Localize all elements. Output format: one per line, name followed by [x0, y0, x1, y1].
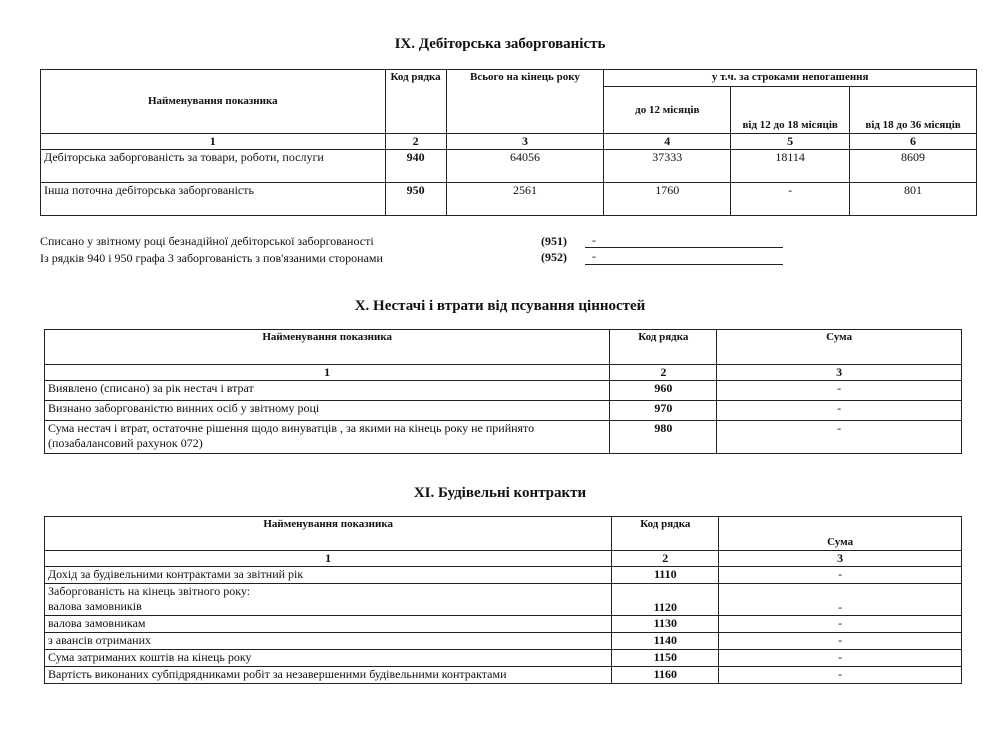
table-row [45, 567, 962, 584]
table-row [45, 616, 962, 633]
row-code: 1160 [612, 667, 719, 684]
row-name: Виявлено (списано) за рік нестач і втрат [45, 381, 610, 401]
col-num: 1 [45, 551, 612, 567]
col-num: 3 [719, 551, 962, 567]
row-term-1: 37333 [604, 150, 731, 183]
table-row [41, 183, 977, 216]
row-term-3: 8609 [850, 150, 977, 183]
note-951-value: - [592, 233, 596, 247]
row-sum: - [719, 616, 962, 633]
section-9-title: IX. Дебіторська заборгованість [394, 36, 606, 52]
row-code: 1120 [612, 584, 719, 616]
row-name-heading: Заборгованість на кінець звітного року: [48, 584, 251, 598]
row-code: 950 [385, 183, 446, 216]
section-11-title: XI. Будівельні контракти [413, 485, 587, 501]
row-name-sub: валова замовників [48, 599, 142, 613]
row-name: з авансів отриманих [45, 633, 612, 650]
row-name: валова замовникам [45, 616, 612, 633]
header-name: Найменування показника [45, 517, 612, 551]
row-name: Визнано заборгованістю винних осіб у звітному році [45, 401, 610, 421]
table-row [45, 584, 962, 616]
note-951-line [585, 247, 783, 248]
col-num: 4 [604, 134, 731, 150]
note-952-label: Із рядків 940 і 950 графа 3 заборгованість з пов'язаними сторонами [40, 251, 383, 265]
header-name: Найменування показника [45, 330, 610, 365]
row-code: 1130 [612, 616, 719, 633]
col-num: 3 [717, 365, 962, 381]
table-row [45, 633, 962, 650]
table-row [45, 667, 962, 684]
row-name: Інша поточна дебіторська заборгованість [41, 183, 386, 216]
header-sum: Сума [719, 517, 962, 551]
table-row [45, 381, 962, 401]
row-code: 1150 [612, 650, 719, 667]
row-sum: - [717, 381, 962, 401]
header-terms: у т.ч. за строками непогашення [604, 70, 977, 87]
header-term-18-36: від 18 до 36 місяців [850, 87, 977, 134]
note-952-value: - [592, 249, 596, 263]
row-name [45, 584, 612, 616]
row-term-3: 801 [850, 183, 977, 216]
note-951-label: Списано у звітному році безнадійної дебіторської заборгованості [40, 234, 374, 248]
header-code: Код рядка [612, 517, 719, 551]
header-total: Всього на кінець року [446, 70, 604, 134]
row-sum: - [719, 633, 962, 650]
row-term-1: 1760 [604, 183, 731, 216]
header-code: Код рядка [610, 330, 717, 365]
row-term-2: 18114 [731, 150, 850, 183]
col-num: 6 [850, 134, 977, 150]
row-sum: - [719, 650, 962, 667]
row-code: 1110 [612, 567, 719, 584]
col-num: 2 [610, 365, 717, 381]
header-sum: Сума [717, 330, 962, 365]
row-code: 980 [610, 421, 717, 454]
shortages-table [44, 329, 962, 454]
table-row [45, 650, 962, 667]
construction-contracts-table [44, 516, 962, 684]
col-num: 5 [731, 134, 850, 150]
row-term-2: - [731, 183, 850, 216]
row-sum: - [719, 567, 962, 584]
col-num: 2 [385, 134, 446, 150]
header-code: Код рядка [385, 70, 446, 134]
col-num: 3 [446, 134, 604, 150]
row-name: Сума нестач і втрат, остаточне рішення щодо винуватців , за якими на кінець року не прийнято (позабалансовий рахунок 072) [45, 421, 610, 454]
note-951-code: (951) [541, 234, 567, 248]
table-row [45, 401, 962, 421]
header-term-12-18: від 12 до 18 місяців [731, 87, 850, 134]
row-sum: - [719, 667, 962, 684]
row-name: Дохід за будівельними контрактами за звітний рік [45, 567, 612, 584]
row-code: 960 [610, 381, 717, 401]
row-code: 1140 [612, 633, 719, 650]
col-num: 1 [41, 134, 386, 150]
col-num: 2 [612, 551, 719, 567]
receivables-table [40, 69, 977, 216]
table-row [41, 150, 977, 183]
row-total: 64056 [446, 150, 604, 183]
row-sum: - [717, 421, 962, 454]
row-name: Сума затриманих коштів на кінець року [45, 650, 612, 667]
row-name: Вартість виконаних субпідрядниками робіт за незавершеними будівельними контрактами [45, 667, 612, 684]
row-total: 2561 [446, 183, 604, 216]
row-sum: - [717, 401, 962, 421]
section-10-title: X. Нестачі і втрати від псування цінностей [354, 298, 646, 314]
row-sum: - [719, 584, 962, 616]
table-row [45, 421, 962, 454]
row-code: 940 [385, 150, 446, 183]
note-952-line [585, 264, 783, 265]
row-code: 970 [610, 401, 717, 421]
header-name: Найменування показника [41, 70, 386, 134]
note-952-code: (952) [541, 250, 567, 264]
header-term-12: до 12 місяців [604, 87, 731, 134]
col-num: 1 [45, 365, 610, 381]
row-name: Дебіторська заборгованість за товари, роботи, послуги [41, 150, 386, 183]
